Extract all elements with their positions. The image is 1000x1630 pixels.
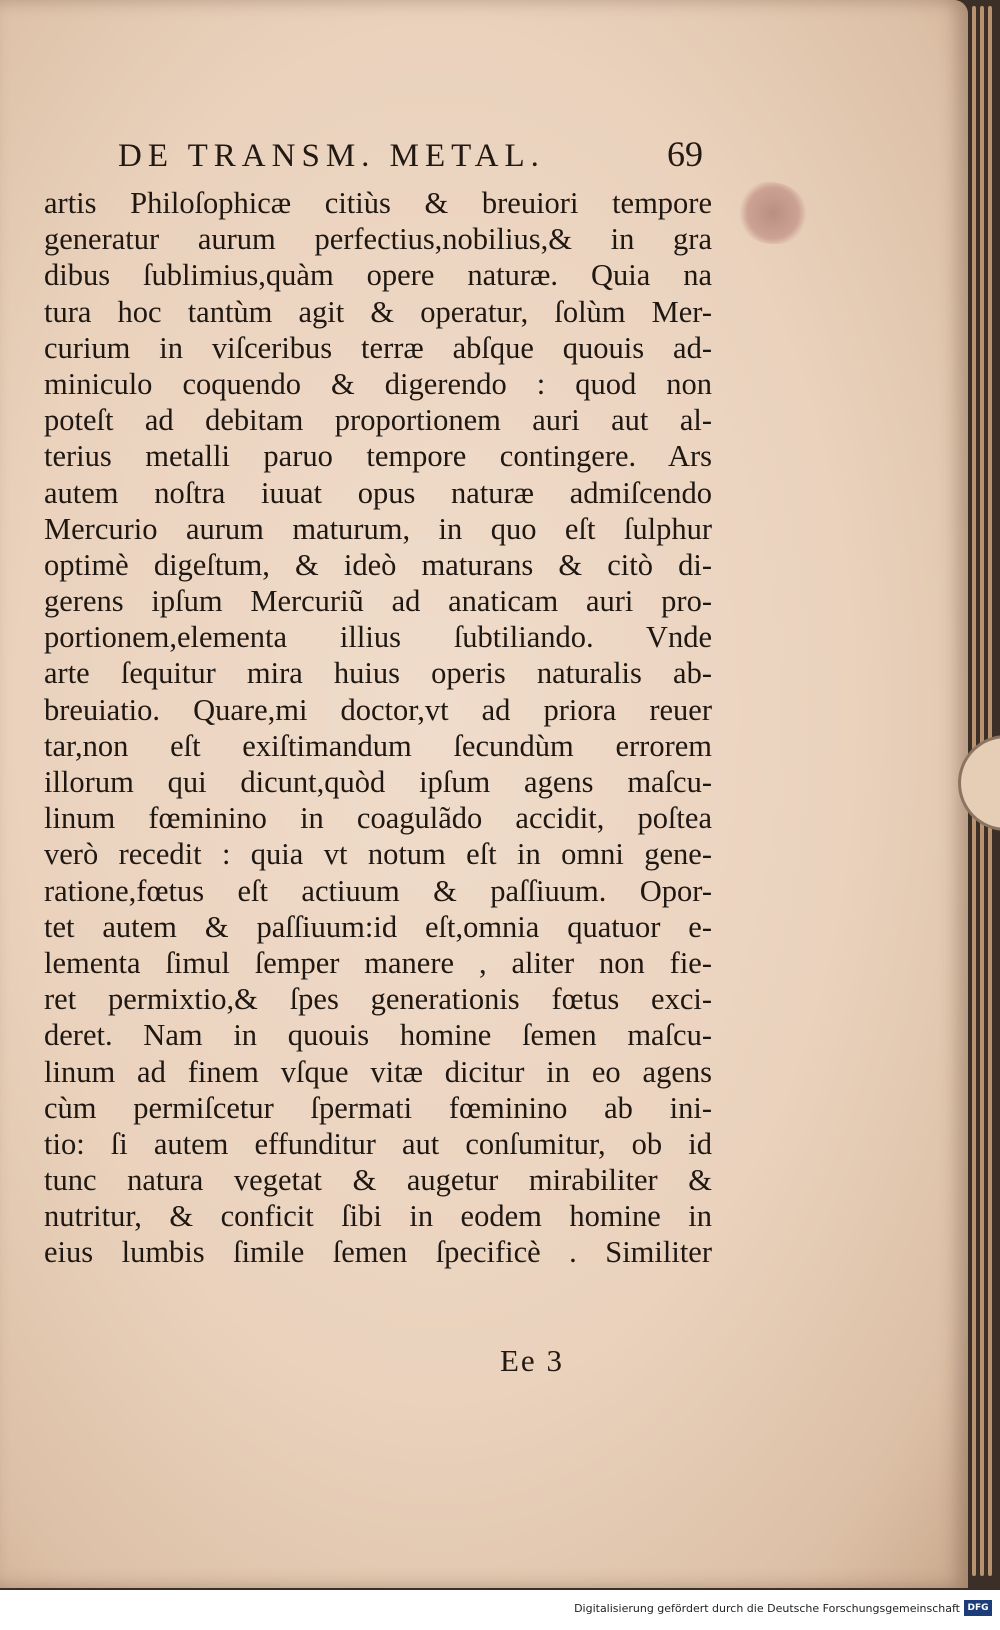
text-line: ratione,fœtus eſt actiuum & paſſiuum. Opor- — [44, 873, 712, 908]
text-line: tio: ſi autem effunditur aut conſumitur, ob id — [44, 1126, 712, 1161]
text-line: autem noſtra iuuat opus naturæ admiſcendo — [44, 475, 712, 510]
text-line: tunc natura vegetat & augetur mirabiliter & — [44, 1163, 712, 1198]
text-line: gerens ipſum Mercuriũ ad anaticam auri pro- — [44, 584, 712, 619]
dfg-logo-icon: DFG — [964, 1600, 992, 1616]
text-line: tet autem & paſſiuum:id eſt,omnia quatuor e- — [44, 909, 712, 944]
footer-bar — [0, 1590, 1000, 1630]
text-line: dibus ſublimius,quàm opere naturæ. Quia na — [44, 258, 712, 293]
text-line: tar,non eſt exiſtimandum ſecundùm errorem — [44, 728, 712, 763]
text-line: linum fœminino in coagulãdo accidit, poſtea — [44, 801, 712, 836]
text-line: illorum qui dicunt,quòd ipſum agens maſcu- — [44, 765, 712, 799]
text-line: deret. Nam in quouis homine ſemen maſcu- — [44, 1018, 712, 1053]
ink-stain — [738, 182, 808, 244]
text-line: lementa ſimul ſemper manere , aliter non fie- — [44, 945, 712, 980]
text-line: ret permixtio,& ſpes generationis fœtus exci- — [44, 982, 712, 1017]
text-line: artis Philoſophicæ citiùs & breuiori tempore — [44, 186, 712, 220]
text-line: portionem,elementa illius ſubtiliando. Vnde — [44, 620, 712, 655]
funding-credit: Digitalisierung gefördert durch die Deutsche Forschungsgemeinschaft — [574, 1602, 960, 1615]
text-line: cùm permiſcetur ſpermati fœminino ab ini- — [44, 1090, 712, 1125]
text-line: miniculo coquendo & digerendo : quod non — [44, 366, 712, 401]
text-line: breuiatio. Quare,mi doctor,vt ad priora reuer — [44, 692, 712, 727]
text-line: arte ſequitur mira huius operis naturalis ab- — [44, 656, 712, 691]
body-text — [44, 185, 712, 1271]
page-header — [118, 133, 703, 173]
text-line: nutritur, & conficit ſibi in eodem homine in — [44, 1199, 712, 1234]
text-line: verò recedit : quia vt notum eſt in omni gene- — [44, 837, 712, 872]
text-line: eius lumbis ſimile ſemen ſpecificè . Similiter — [44, 1235, 712, 1270]
text-line: linum ad finem vſque vitæ dicitur in eo agens — [44, 1054, 712, 1089]
text-line: poteſt ad debitam proportionem auri aut al- — [44, 403, 712, 438]
text-line: tura hoc tantùm agit & operatur, ſolùm Mer- — [44, 294, 712, 329]
text-line: curium in viſceribus terræ abſque quouis ad- — [44, 330, 712, 365]
text-line: Mercurio aurum maturum, in quo eſt ſulphur — [44, 511, 712, 546]
text-line: optimè digeſtum, & ideò maturans & citò di- — [44, 547, 712, 582]
text-line: terius metalli paruo tempore contingere. Ars — [44, 439, 712, 474]
page-number: 69 — [667, 134, 703, 174]
text-line: generatur aurum perfectius,nobilius,& in gra — [44, 222, 712, 257]
signature-mark: Ee 3 — [500, 1343, 564, 1378]
running-head: DE TRANSM. METAL. — [118, 138, 545, 174]
